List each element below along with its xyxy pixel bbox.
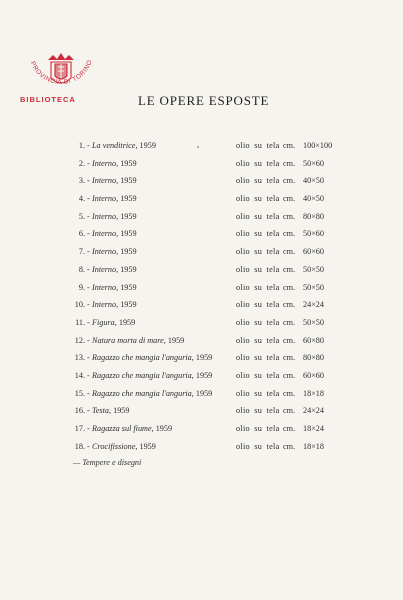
work-comma: , xyxy=(163,335,168,345)
work-comma: , xyxy=(116,229,121,239)
work-title: Figura xyxy=(92,317,115,327)
work-technique: olio su tela xyxy=(236,264,280,274)
work-size: 18×18 xyxy=(303,388,324,398)
work-size: 40×50 xyxy=(303,176,324,186)
work-row xyxy=(0,262,403,280)
work-comma: , xyxy=(191,353,196,363)
work-technique: olio su tela xyxy=(236,158,280,168)
work-dash: - xyxy=(87,194,90,204)
work-title-year xyxy=(92,424,172,433)
work-size: 18×18 xyxy=(303,441,324,451)
work-technique: olio su tela xyxy=(236,424,280,433)
work-unit: cm. xyxy=(283,194,296,204)
work-title-year xyxy=(92,194,137,203)
work-number: 17. xyxy=(74,424,85,433)
work-year: 1959 xyxy=(120,264,137,274)
work-size: 24×24 xyxy=(303,300,324,310)
page-title: LE OPERE ESPOSTE xyxy=(138,93,270,108)
work-unit: cm. xyxy=(283,370,296,380)
work-title-year xyxy=(92,141,156,150)
work-title: Interno xyxy=(92,211,117,221)
work-dash: - xyxy=(87,370,90,380)
work-title: Interno xyxy=(92,176,117,186)
work-size: 50×60 xyxy=(303,158,324,168)
work-comma: , xyxy=(116,211,121,221)
work-title: Crocifissione xyxy=(92,441,136,451)
work-row xyxy=(0,209,403,227)
work-number: 13. xyxy=(74,353,85,363)
work-dash: - xyxy=(87,317,90,327)
work-row xyxy=(0,403,403,421)
work-year: 1959 xyxy=(120,158,137,168)
work-unit: cm. xyxy=(283,353,296,363)
work-title-year xyxy=(92,212,137,221)
stamp-label: BIBLIOTECA xyxy=(20,95,76,104)
work-technique: olio su tela xyxy=(236,300,280,310)
work-size: 60×60 xyxy=(303,247,324,257)
work-dash: - xyxy=(87,282,90,292)
work-number: 18. xyxy=(74,441,85,451)
work-comma: , xyxy=(116,176,121,186)
work-comma: , xyxy=(116,158,121,168)
work-unit: cm. xyxy=(283,282,296,292)
work-comma: , xyxy=(109,406,114,416)
work-row xyxy=(0,191,403,209)
work-comma: , xyxy=(135,141,140,150)
work-number: 12. xyxy=(74,335,85,345)
work-year: 1959 xyxy=(113,406,130,416)
work-title: Interno xyxy=(92,300,117,310)
work-title-year xyxy=(92,229,137,238)
work-title-year xyxy=(92,353,212,362)
work-comma: , xyxy=(191,388,196,398)
work-technique: olio su tela xyxy=(236,406,280,416)
work-comma: , xyxy=(116,282,121,292)
work-title-year xyxy=(92,283,137,292)
work-unit: cm. xyxy=(283,388,296,398)
work-year: 1959 xyxy=(120,194,137,204)
work-size: 60×80 xyxy=(303,335,324,345)
work-row xyxy=(0,297,403,315)
work-number: 10. xyxy=(74,300,85,310)
work-year: 1959 xyxy=(167,335,185,345)
work-row xyxy=(0,244,403,262)
work-number: 7. xyxy=(78,247,85,257)
work-number: 3. xyxy=(78,176,85,186)
work-size: 100×100 xyxy=(303,141,333,150)
work-unit: cm. xyxy=(283,317,296,327)
work-title-year xyxy=(92,442,156,451)
work-technique: olio su tela xyxy=(236,176,280,186)
work-technique: olio su tela xyxy=(236,282,280,292)
work-comma: , xyxy=(114,317,119,327)
work-year: 1959 xyxy=(118,317,136,327)
work-dash: - xyxy=(87,300,90,310)
work-number: 2. xyxy=(78,158,85,168)
works-list xyxy=(0,138,403,456)
work-number: 11. xyxy=(75,317,85,327)
work-title-year xyxy=(92,159,137,168)
work-title-year xyxy=(92,389,212,398)
work-number: 1. xyxy=(78,141,85,150)
work-row xyxy=(0,439,403,457)
work-technique: olio su tela xyxy=(236,370,280,380)
work-size: 24×24 xyxy=(303,406,324,416)
work-number: 15. xyxy=(74,388,85,398)
work-technique: olio su tela xyxy=(236,229,280,239)
work-unit: cm. xyxy=(283,247,296,257)
work-title: Interno xyxy=(92,194,117,204)
work-year: 1959 xyxy=(195,388,213,398)
work-dash: - xyxy=(87,335,90,345)
work-title: Interno xyxy=(92,264,117,274)
work-size: 60×60 xyxy=(303,370,324,380)
work-year: 1959 xyxy=(120,229,137,239)
work-title: Ragazzo che mangia l'anguria xyxy=(92,388,192,398)
work-year: 1959 xyxy=(120,176,137,186)
work-dash: - xyxy=(87,229,90,239)
work-row xyxy=(0,368,403,386)
work-unit: cm. xyxy=(283,176,296,186)
work-title-year xyxy=(92,318,135,327)
work-comma: , xyxy=(116,264,121,274)
work-comma: , xyxy=(151,424,156,433)
work-technique: olio su tela xyxy=(236,194,280,204)
work-row xyxy=(0,421,403,439)
work-technique: olio su tela xyxy=(236,211,280,221)
work-title-year xyxy=(92,176,137,185)
work-dash: - xyxy=(87,441,90,451)
work-number: 9. xyxy=(78,282,85,292)
work-row xyxy=(0,386,403,404)
work-technique: olio su tela xyxy=(236,247,280,257)
work-unit: cm. xyxy=(283,441,296,451)
work-dash: - xyxy=(87,211,90,221)
work-row xyxy=(0,138,403,156)
work-technique: olio su tela xyxy=(236,317,280,327)
work-year: 1959 xyxy=(195,370,213,380)
work-title: Ragazzo che mangia l'anguria xyxy=(92,353,192,363)
work-row xyxy=(0,350,403,368)
work-comma: , xyxy=(116,247,121,257)
work-unit: cm. xyxy=(283,158,296,168)
work-title-year xyxy=(92,336,184,345)
work-unit: cm. xyxy=(283,300,296,310)
work-title: Testa xyxy=(92,406,109,416)
work-dash: - xyxy=(87,388,90,398)
work-technique: olio su tela xyxy=(236,388,280,398)
work-title: Interno xyxy=(92,247,117,257)
work-dash: - xyxy=(87,141,90,150)
work-technique: olio su tela xyxy=(236,335,280,345)
work-dash: - xyxy=(87,264,90,274)
work-size: 50×60 xyxy=(303,229,324,239)
work-year: 1959 xyxy=(120,300,137,310)
work-title: Interno xyxy=(92,158,117,168)
work-unit: cm. xyxy=(283,424,296,433)
work-row xyxy=(0,280,403,298)
work-row xyxy=(0,156,403,174)
work-row xyxy=(0,315,403,333)
work-number: 6. xyxy=(78,229,85,239)
work-number: 4. xyxy=(78,194,85,204)
work-title: Interno xyxy=(92,229,117,239)
work-technique: olio su tela xyxy=(236,353,280,363)
work-comma: , xyxy=(116,194,121,204)
work-year: 1959 xyxy=(139,441,156,451)
work-year: 1959 xyxy=(120,282,137,292)
work-size: 50×50 xyxy=(303,264,324,274)
svg-text:PROVINCIA DI TORINO: PROVINCIA DI TORINO xyxy=(28,58,94,87)
work-dash: - xyxy=(87,158,90,168)
work-title-year xyxy=(92,371,212,380)
work-comma: , xyxy=(191,370,196,380)
work-technique: olio su tela xyxy=(236,141,280,150)
work-unit: cm. xyxy=(283,335,296,345)
work-title: Interno xyxy=(92,282,117,292)
work-row xyxy=(0,333,403,351)
work-title: Ragazza sul fiume xyxy=(92,424,152,433)
work-title-year xyxy=(92,247,137,256)
work-technique: olio su tela xyxy=(236,441,280,451)
work-size: 18×24 xyxy=(303,424,324,433)
work-dash: - xyxy=(87,176,90,186)
work-row xyxy=(0,173,403,191)
work-size: 80×80 xyxy=(303,211,324,221)
work-title: La venditrice xyxy=(92,141,136,150)
work-dash: - xyxy=(87,406,90,416)
work-number: 8. xyxy=(78,264,85,274)
work-size: 50×50 xyxy=(303,282,324,292)
work-title-year xyxy=(92,300,137,309)
work-dash: - xyxy=(87,424,90,433)
work-unit: cm. xyxy=(283,229,296,239)
work-unit: cm. xyxy=(283,406,296,416)
work-dash: - xyxy=(87,247,90,257)
work-title: Natura morta di mare xyxy=(92,335,164,345)
work-title-year xyxy=(92,265,137,274)
footer-note: — Tempere e disegni xyxy=(73,458,142,467)
work-size: 40×50 xyxy=(303,194,324,204)
work-row xyxy=(0,226,403,244)
work-unit: cm. xyxy=(283,264,296,274)
work-year: 1959 xyxy=(155,424,173,433)
work-year: 1959 xyxy=(120,211,137,221)
work-year: 1959 xyxy=(139,141,156,150)
work-comma: , xyxy=(135,441,140,451)
work-title: Ragazzo che mangia l'anguria xyxy=(92,370,192,380)
work-dash: - xyxy=(87,353,90,363)
work-size: 50×50 xyxy=(303,317,324,327)
work-year: 1959 xyxy=(120,247,137,257)
work-number: 14. xyxy=(74,370,85,380)
work-number: 16. xyxy=(74,406,85,416)
work-comma: , xyxy=(116,300,121,310)
work-unit: cm. xyxy=(283,141,296,150)
work-title-year xyxy=(92,406,129,415)
work-number: 5. xyxy=(78,211,85,221)
work-unit: cm. xyxy=(283,211,296,221)
work-year: 1959 xyxy=(195,353,213,363)
work-size: 80×80 xyxy=(303,353,324,363)
